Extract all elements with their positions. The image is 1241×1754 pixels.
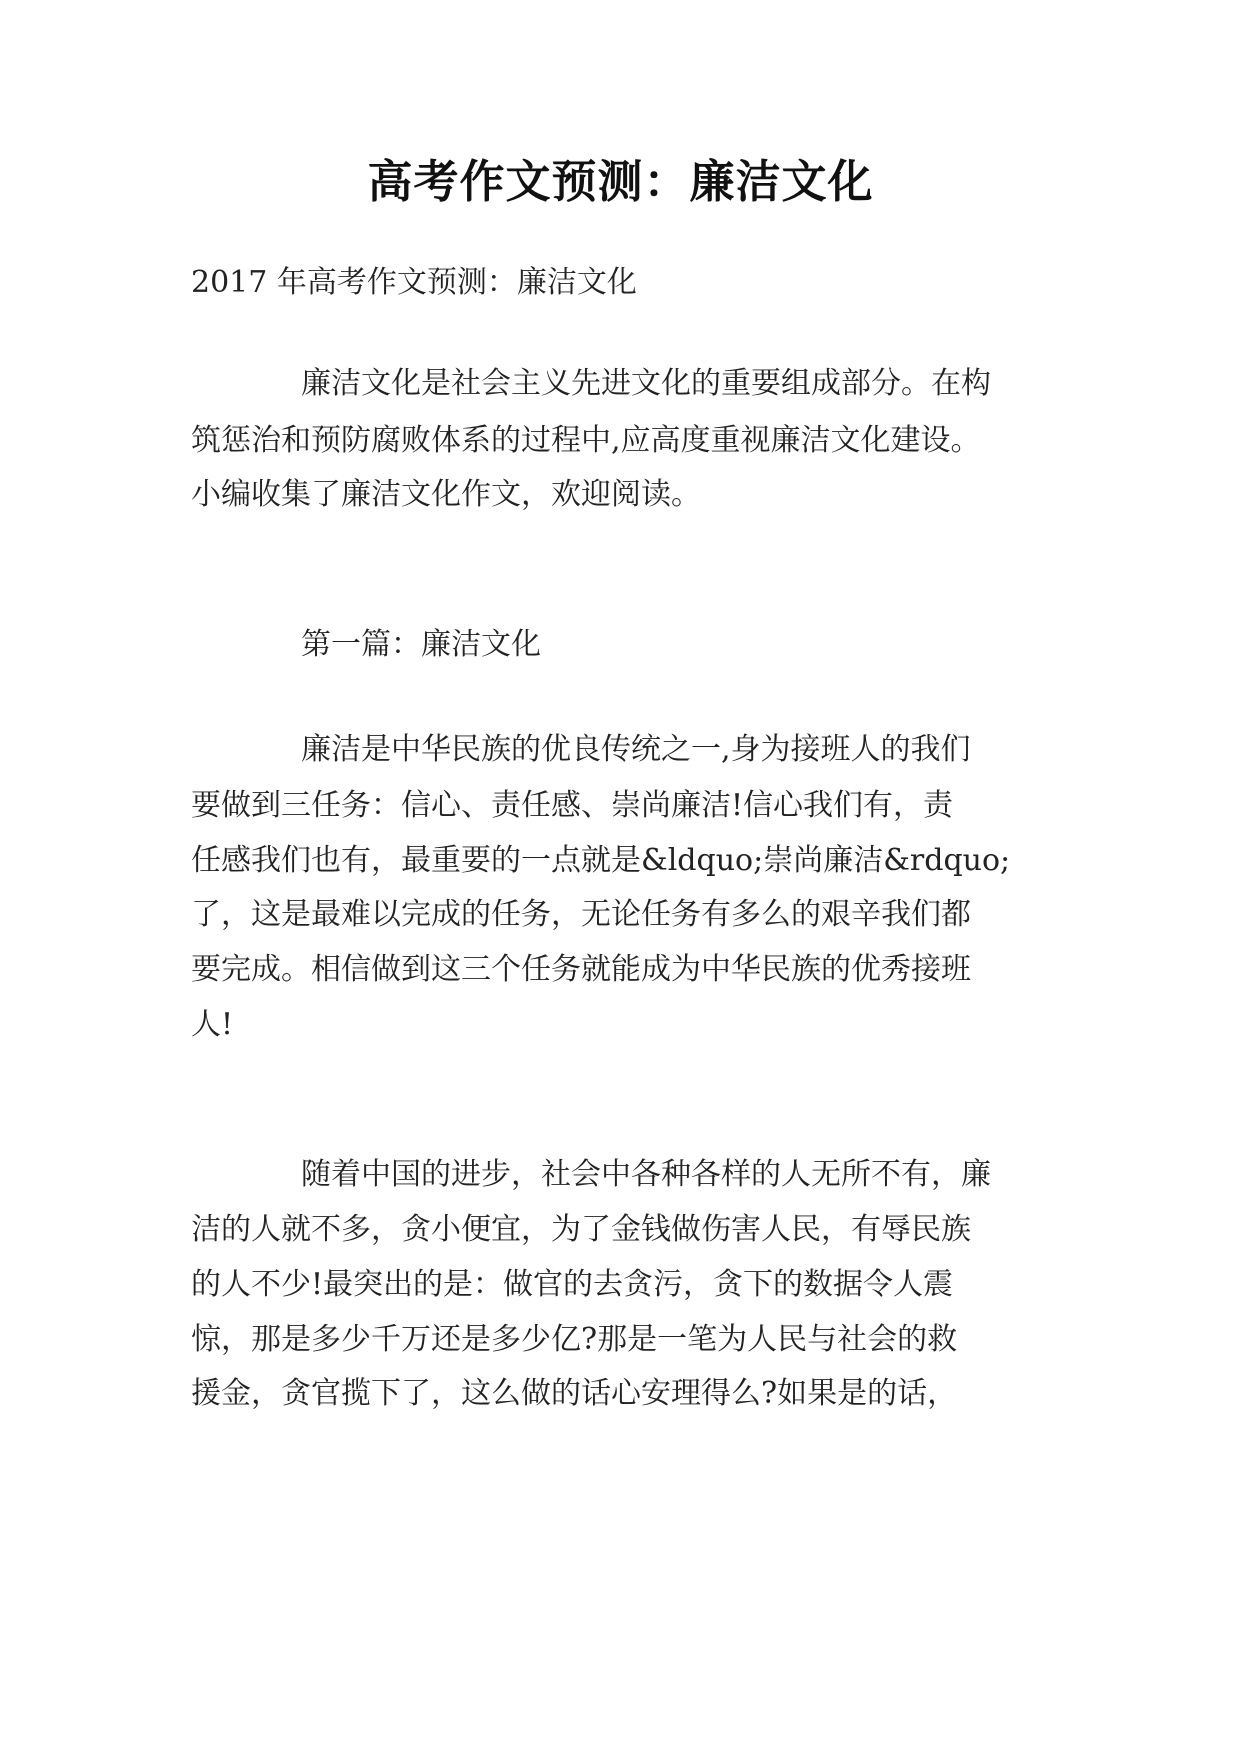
paragraph2-line-2: 洁的人就不多，贪小便宜，为了金钱做伤害人民，有辱民族	[191, 1212, 971, 1247]
intro-line-3: 小编收集了廉洁文化作文，欢迎阅读。	[191, 477, 701, 512]
paragraph2-line-3: 的人不少!最突出的是：做官的去贪污，贪下的数据令人震	[191, 1267, 954, 1302]
paragraph2-line-4: 惊，那是多少千万还是多少亿?那是一笔为人民与社会的救	[191, 1322, 958, 1357]
paragraph1-line-4: 了，这是最难以完成的任务，无论任务有多么的艰辛我们都	[191, 897, 971, 932]
document-title: 高考作文预测：廉洁文化	[367, 155, 874, 208]
paragraph1-line-3: 任感我们也有，最重要的一点就是&ldquo;崇尚廉洁&rdquo;	[191, 843, 1011, 878]
intro-line-1: 廉洁文化是社会主义先进文化的重要组成部分。在构	[301, 366, 991, 401]
document-subtitle: 2017 年高考作文预测：廉洁文化	[191, 265, 637, 300]
section-heading: 第一篇：廉洁文化	[301, 627, 541, 662]
paragraph1-line-2: 要做到三任务：信心、责任感、崇尚廉洁!信心我们有，责	[191, 788, 954, 823]
intro-line-2: 筑惩治和预防腐败体系的过程中,应高度重视廉洁文化建设。	[191, 423, 981, 458]
paragraph1-line-5: 要完成。相信做到这三个任务就能成为中华民族的优秀接班	[191, 952, 971, 987]
paragraph2-line-1: 随着中国的进步，社会中各种各样的人无所不有，廉	[301, 1157, 991, 1192]
paragraph1-line-6: 人!	[191, 1007, 234, 1042]
paragraph2-line-5: 援金，贪官揽下了，这么做的话心安理得么?如果是的话，	[191, 1376, 958, 1411]
paragraph1-line-1: 廉洁是中华民族的优良传统之一,身为接班人的我们	[301, 732, 971, 767]
